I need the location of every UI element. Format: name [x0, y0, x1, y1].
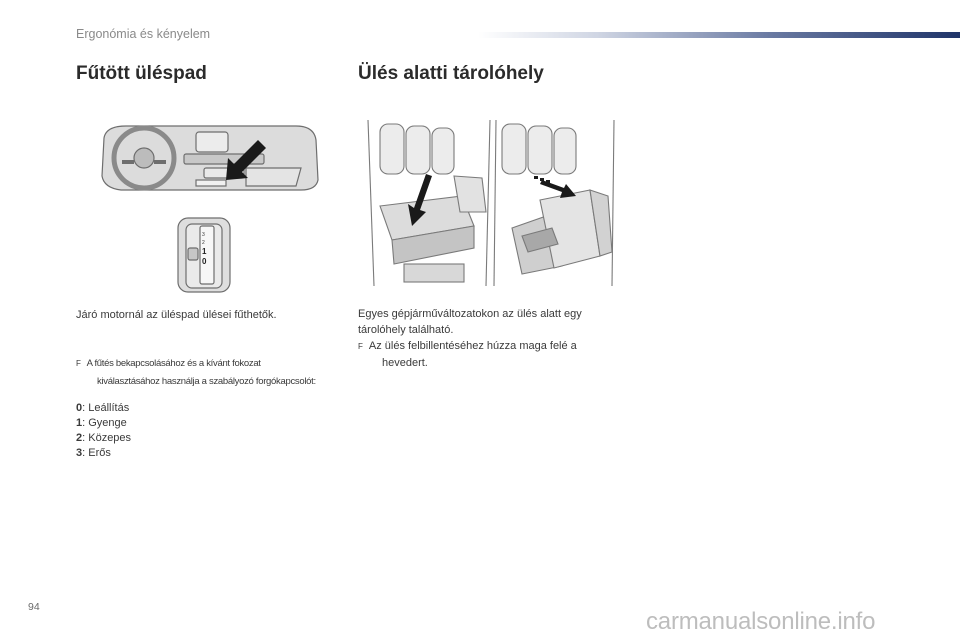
heated-seat-bullet-line-2: kiválasztásához használja a szabályozó forgókapcsolót:: [97, 376, 316, 387]
dashboard-illustration: [96, 118, 326, 298]
chapter-header-bar: [478, 32, 960, 38]
page-number: 94: [28, 601, 40, 613]
heated-seat-intro: Járó motornál az üléspad ülései fűthetők.: [76, 309, 277, 321]
dial-number-0: 0: [202, 257, 207, 266]
level-row: 1: Gyenge: [76, 417, 127, 429]
storage-intro: [358, 306, 582, 338]
dial-number-2: 2: [202, 240, 205, 246]
level-row: 3: Erős: [76, 447, 111, 459]
bullet-icon: F: [76, 359, 81, 368]
level-row: 2: Közepes: [76, 432, 132, 444]
dial-number-1: 1: [202, 247, 207, 256]
heated-seat-bullet-line-1: A fűtés bekapcsolásához és a kívánt fokozat: [86, 358, 261, 369]
bullet-icon: F: [358, 342, 363, 351]
heated-seat-title: Fűtött üléspad: [76, 63, 207, 84]
storage-intro-line-1: Egyes gépjárműváltozatokon az ülés alatt egy: [358, 308, 582, 320]
storage-bullet: [358, 338, 577, 371]
dial-number-3: 3: [202, 232, 205, 238]
storage-intro-line-2: tárolóhely található.: [358, 324, 454, 336]
level-row: 0: Leállítás: [76, 402, 130, 414]
storage-bullet-line-1: Az ülés felbillentéséhez húzza maga felé a: [368, 340, 577, 352]
seat-storage-illustration: [362, 116, 618, 292]
storage-title: Ülés alatti tárolóhely: [358, 63, 544, 84]
chapter-title: Ergonómia és kényelem: [76, 27, 211, 41]
heated-seat-bullet: [76, 355, 316, 391]
storage-bullet-line-2: hevedert.: [382, 357, 428, 369]
watermark: carmanualsonline.info: [646, 608, 876, 635]
